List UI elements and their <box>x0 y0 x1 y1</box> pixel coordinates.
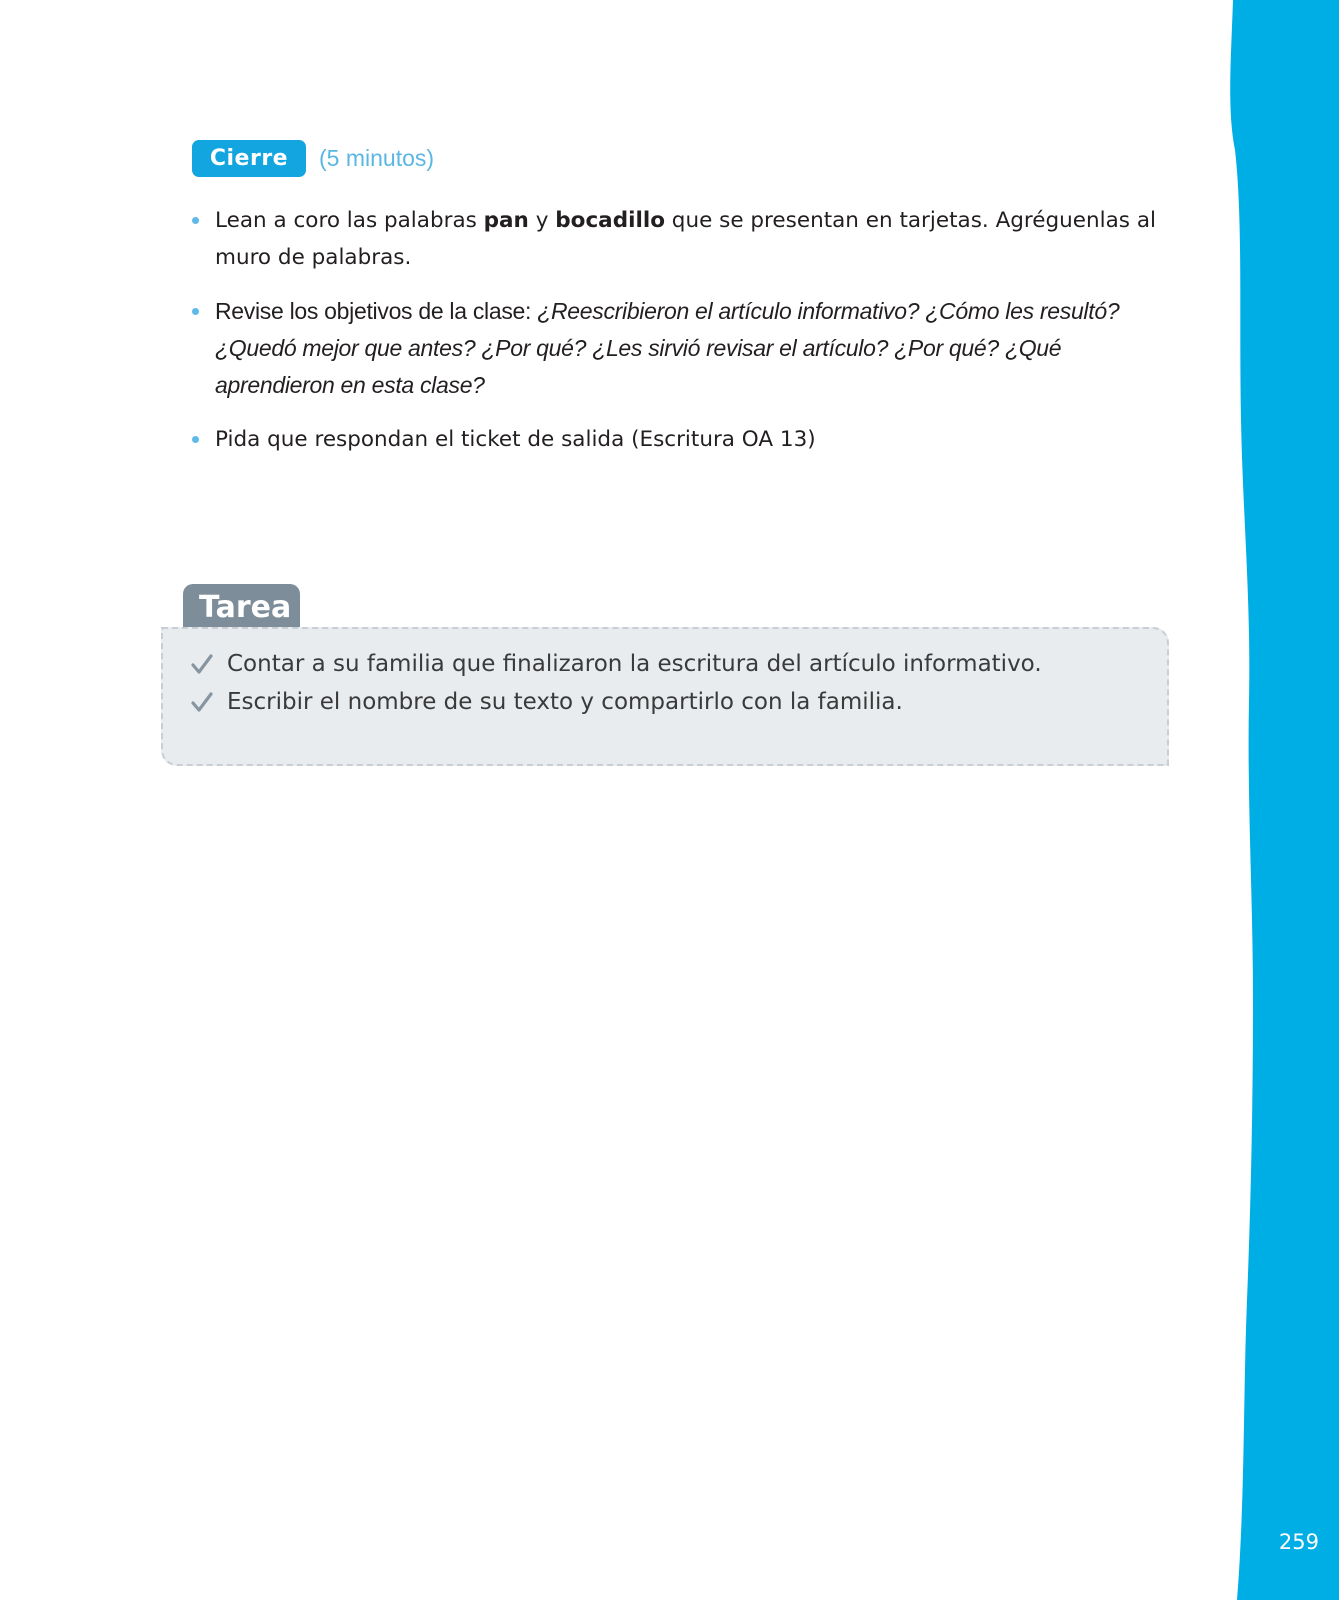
tarea-tab: Tarea <box>183 584 300 634</box>
keyword-bold: pan <box>483 208 529 233</box>
objective-questions: ¿Reescribieron el artículo informativo? ¿Cómo les resultó? ¿Quedó mejor que antes? ¿Por qué? ¿Les sirvió revisar el artículo? ¿Por qué? ¿Qué aprendieron en esta clase? <box>215 298 1120 398</box>
cierre-bullet-list <box>190 202 1175 475</box>
task-text: Escribir el nombre de su texto y compartirlo con la familia. <box>227 689 903 715</box>
tarea-box <box>161 627 1169 766</box>
bullet-item <box>190 293 1175 404</box>
cierre-duration: (5 minutos) <box>319 145 435 171</box>
check-icon <box>191 691 213 713</box>
decorative-side-band <box>1229 0 1339 1600</box>
bullet-item <box>190 421 1175 458</box>
bullet-dot-icon <box>192 308 199 315</box>
cierre-badge: Cierre <box>192 140 306 177</box>
keyword-bold: bocadillo <box>555 208 665 233</box>
page-number: 259 <box>1278 1530 1319 1554</box>
task-item <box>191 689 903 715</box>
cierre-header <box>192 140 434 177</box>
bullet-text: Pida que respondan el ticket de salida (Escritura OA 13) <box>215 427 816 452</box>
bullet-text: y <box>528 208 556 233</box>
bullet-text: Revise los objetivos de la clase: <box>215 298 538 324</box>
bullet-dot-icon <box>192 436 199 443</box>
check-icon <box>191 653 213 675</box>
task-item <box>191 651 1042 677</box>
bullet-dot-icon <box>192 217 199 224</box>
bullet-text: que se presentan en tarjetas. Agréguenlas al muro de palabras. <box>215 208 1156 270</box>
bullet-text: Lean a coro las palabras <box>215 208 484 233</box>
task-text: Contar a su familia que finalizaron la escritura del artículo informativo. <box>227 651 1042 677</box>
bullet-item <box>190 202 1175 276</box>
